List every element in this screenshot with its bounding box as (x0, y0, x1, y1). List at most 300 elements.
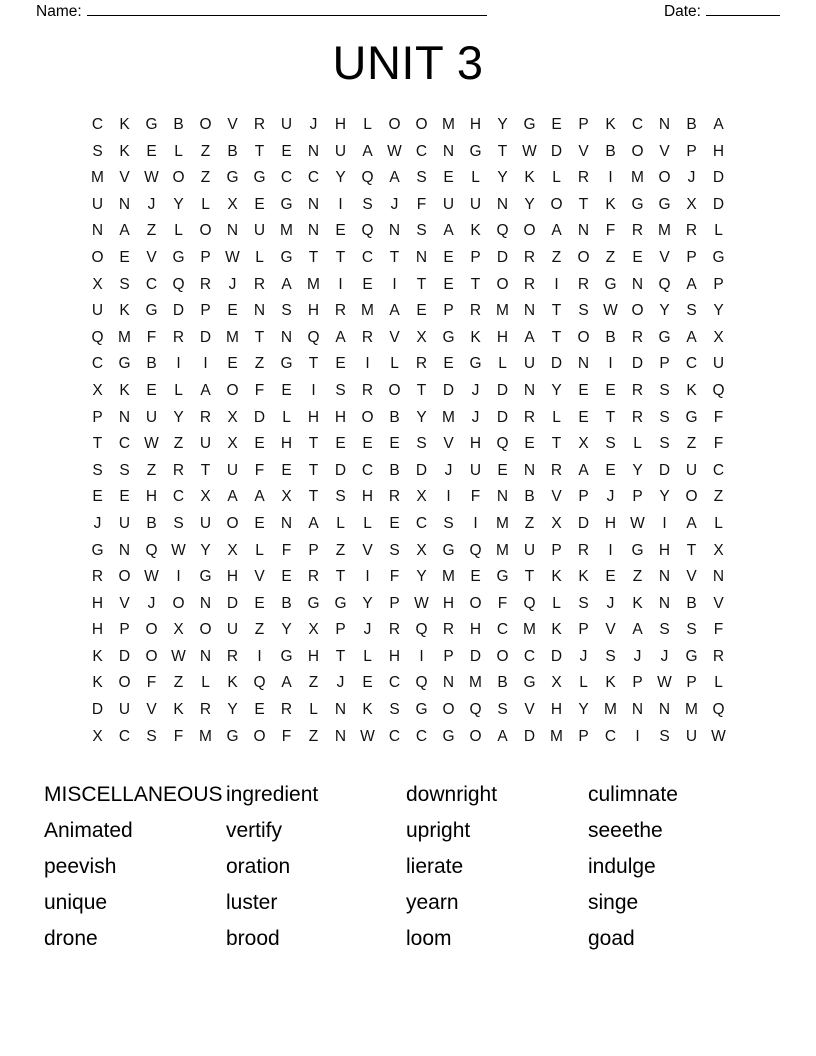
grid-cell[interactable]: G (415, 701, 428, 719)
grid-cell[interactable]: A (524, 328, 535, 346)
grid-cell[interactable]: I (311, 381, 316, 399)
grid-cell[interactable]: Z (200, 142, 211, 160)
grid-cell[interactable]: W (171, 647, 186, 665)
grid-cell[interactable]: U (712, 355, 725, 373)
grid-cell[interactable]: C (361, 461, 374, 479)
grid-cell[interactable]: E (605, 461, 616, 479)
grid-cell[interactable]: N (307, 222, 320, 240)
grid-cell[interactable]: X (200, 488, 211, 506)
grid-cell[interactable]: V (119, 169, 130, 187)
grid-cell[interactable]: Z (605, 248, 616, 266)
grid-cell[interactable]: M (496, 302, 509, 320)
grid-cell[interactable]: Z (713, 488, 724, 506)
grid-cell[interactable]: C (415, 727, 428, 745)
grid-cell[interactable]: X (416, 488, 427, 506)
grid-cell[interactable]: V (254, 568, 265, 586)
grid-cell[interactable]: Z (632, 568, 643, 586)
grid-cell[interactable]: R (577, 169, 590, 187)
grid-cell[interactable]: I (257, 647, 262, 665)
grid-cell[interactable]: P (443, 302, 454, 320)
grid-cell[interactable]: N (496, 488, 509, 506)
grid-cell[interactable]: M (442, 116, 455, 133)
grid-cell[interactable]: S (578, 302, 589, 320)
grid-cell[interactable]: G (685, 408, 698, 426)
grid-cell[interactable]: U (199, 514, 212, 532)
grid-cell[interactable]: V (146, 701, 157, 719)
grid-cell[interactable]: J (309, 116, 318, 133)
grid-cell[interactable]: F (713, 435, 724, 453)
grid-cell[interactable]: Y (281, 621, 292, 639)
grid-cell[interactable]: A (362, 142, 373, 160)
grid-cell[interactable]: R (361, 328, 374, 346)
grid-cell[interactable]: O (523, 222, 536, 240)
word-list-item[interactable]: goad (588, 927, 635, 950)
grid-cell[interactable]: W (630, 514, 645, 532)
grid-cell[interactable]: N (442, 142, 455, 160)
grid-cell[interactable]: E (605, 568, 616, 586)
grid-cell[interactable]: C (280, 169, 293, 187)
grid-cell[interactable]: K (119, 381, 130, 399)
grid-cell[interactable]: E (254, 701, 265, 719)
grid-cell[interactable]: N (631, 275, 644, 293)
grid-cell[interactable]: G (442, 328, 455, 346)
grid-cell[interactable]: M (199, 727, 212, 745)
grid-cell[interactable]: S (362, 195, 373, 213)
grid-cell[interactable]: O (226, 381, 239, 399)
grid-cell[interactable]: E (362, 435, 373, 453)
grid-cell[interactable]: U (226, 621, 239, 639)
grid-cell[interactable]: G (280, 195, 293, 213)
grid-cell[interactable]: E (335, 355, 346, 373)
grid-cell[interactable]: I (446, 488, 451, 506)
grid-cell[interactable]: R (253, 275, 266, 293)
grid-cell[interactable]: E (416, 302, 427, 320)
grid-cell[interactable]: Q (91, 328, 104, 346)
grid-cell[interactable]: H (307, 647, 320, 665)
grid-cell[interactable]: V (686, 568, 697, 586)
grid-cell[interactable]: Z (686, 435, 697, 453)
grid-cell[interactable]: S (659, 381, 670, 399)
grid-cell[interactable]: E (254, 514, 265, 532)
grid-cell[interactable]: N (658, 701, 671, 719)
grid-cell[interactable]: X (281, 488, 292, 506)
grid-cell[interactable]: M (442, 568, 455, 586)
grid-cell[interactable]: R (631, 381, 644, 399)
grid-cell[interactable]: G (91, 541, 104, 559)
grid-cell[interactable]: M (496, 541, 509, 559)
grid-cell[interactable]: T (686, 541, 697, 559)
grid-cell[interactable]: L (201, 195, 210, 213)
grid-cell[interactable]: D (550, 355, 563, 373)
grid-cell[interactable]: I (608, 169, 613, 187)
grid-cell[interactable]: G (658, 195, 671, 213)
grid-cell[interactable]: U (226, 461, 239, 479)
grid-cell[interactable]: W (522, 142, 537, 160)
grid-cell[interactable]: R (523, 408, 536, 426)
grid-cell[interactable]: E (119, 488, 130, 506)
grid-cell[interactable]: R (226, 647, 239, 665)
grid-cell[interactable]: V (389, 328, 400, 346)
word-list-item[interactable]: peevish (44, 855, 117, 878)
grid-cell[interactable]: N (658, 568, 671, 586)
grid-cell[interactable]: M (118, 328, 131, 346)
grid-cell[interactable]: R (685, 222, 698, 240)
grid-cell[interactable]: P (686, 248, 697, 266)
grid-cell[interactable]: D (550, 647, 563, 665)
grid-cell[interactable]: A (308, 514, 319, 532)
grid-cell[interactable]: D (226, 594, 239, 612)
grid-cell[interactable]: S (659, 435, 670, 453)
grid-cell[interactable]: T (200, 461, 211, 479)
grid-cell[interactable]: O (577, 328, 590, 346)
grid-cell[interactable]: D (469, 647, 482, 665)
grid-cell[interactable]: L (174, 222, 183, 240)
grid-cell[interactable]: E (227, 355, 238, 373)
grid-cell[interactable]: Q (712, 701, 725, 719)
grid-cell[interactable]: V (443, 435, 454, 453)
grid-cell[interactable]: S (146, 727, 157, 745)
grid-cell[interactable]: G (280, 647, 293, 665)
grid-cell[interactable]: C (496, 621, 509, 639)
grid-cell[interactable]: R (172, 328, 185, 346)
grid-cell[interactable]: R (469, 302, 482, 320)
grid-cell[interactable]: Y (335, 169, 346, 187)
grid-cell[interactable]: S (335, 381, 346, 399)
grid-cell[interactable]: L (174, 381, 183, 399)
grid-cell[interactable]: O (226, 514, 239, 532)
grid-cell[interactable]: N (307, 195, 320, 213)
grid-cell[interactable]: S (92, 142, 103, 160)
grid-cell[interactable]: E (578, 408, 589, 426)
grid-cell[interactable]: R (631, 408, 644, 426)
grid-cell[interactable]: U (469, 195, 482, 213)
grid-cell[interactable]: Q (712, 381, 725, 399)
grid-cell[interactable]: B (389, 461, 400, 479)
grid-cell[interactable]: N (523, 381, 536, 399)
grid-cell[interactable]: I (419, 647, 424, 665)
grid-cell[interactable]: P (578, 488, 589, 506)
grid-cell[interactable]: A (227, 488, 238, 506)
grid-cell[interactable]: N (199, 647, 212, 665)
grid-cell[interactable]: U (280, 116, 293, 133)
grid-cell[interactable]: D (118, 647, 131, 665)
grid-cell[interactable]: I (203, 355, 208, 373)
grid-cell[interactable]: L (363, 647, 372, 665)
grid-cell[interactable]: T (497, 142, 508, 160)
grid-cell[interactable]: Y (173, 195, 184, 213)
grid-cell[interactable]: C (631, 116, 644, 133)
grid-cell[interactable]: U (118, 701, 131, 719)
grid-cell[interactable]: B (281, 594, 292, 612)
grid-cell[interactable]: P (659, 355, 670, 373)
grid-cell[interactable]: U (685, 727, 698, 745)
grid-cell[interactable]: R (280, 701, 293, 719)
grid-cell[interactable]: P (578, 116, 589, 133)
grid-cell[interactable]: Z (146, 461, 157, 479)
grid-cell[interactable]: N (334, 701, 347, 719)
word-list-item[interactable]: brood (226, 927, 280, 950)
grid-cell[interactable]: O (685, 488, 698, 506)
word-list-item[interactable]: oration (226, 855, 291, 878)
grid-cell[interactable]: D (496, 408, 509, 426)
grid-cell[interactable]: M (442, 408, 455, 426)
grid-cell[interactable]: R (388, 488, 401, 506)
grid-cell[interactable]: W (711, 727, 726, 745)
grid-cell[interactable]: O (577, 248, 590, 266)
grid-cell[interactable]: E (227, 302, 238, 320)
grid-cell[interactable]: O (631, 142, 644, 160)
grid-cell[interactable]: Q (469, 701, 482, 719)
grid-cell[interactable]: G (280, 248, 293, 266)
grid-cell[interactable]: L (471, 169, 480, 187)
grid-cell[interactable]: T (308, 488, 319, 506)
grid-cell[interactable]: L (552, 169, 561, 187)
grid-cell[interactable]: D (334, 461, 347, 479)
grid-cell[interactable]: G (145, 116, 158, 133)
grid-cell[interactable]: T (551, 435, 562, 453)
grid-cell[interactable]: X (92, 275, 103, 293)
grid-cell[interactable]: I (608, 355, 613, 373)
grid-cell[interactable]: N (388, 222, 401, 240)
grid-cell[interactable]: A (497, 727, 508, 745)
grid-cell[interactable]: Y (227, 701, 238, 719)
grid-cell[interactable]: Z (524, 514, 535, 532)
word-list-item[interactable]: culimnate (588, 783, 678, 806)
grid-cell[interactable]: O (361, 408, 374, 426)
grid-cell[interactable]: H (280, 435, 293, 453)
grid-cell[interactable]: O (118, 674, 131, 692)
grid-cell[interactable]: R (334, 302, 347, 320)
grid-cell[interactable]: R (523, 275, 536, 293)
grid-cell[interactable]: N (631, 701, 644, 719)
grid-cell[interactable]: E (92, 488, 103, 506)
grid-cell[interactable]: G (631, 195, 644, 213)
grid-cell[interactable]: D (550, 142, 563, 160)
grid-cell[interactable]: J (633, 647, 642, 665)
grid-cell[interactable]: Y (713, 302, 724, 320)
grid-cell[interactable]: J (687, 169, 696, 187)
grid-cell[interactable]: D (415, 461, 428, 479)
grid-cell[interactable]: I (338, 195, 343, 213)
grid-cell[interactable]: G (145, 302, 158, 320)
grid-cell[interactable]: V (227, 116, 238, 133)
grid-cell[interactable]: T (308, 435, 319, 453)
grid-cell[interactable]: R (199, 275, 212, 293)
grid-cell[interactable]: V (605, 621, 616, 639)
grid-cell[interactable]: U (199, 435, 212, 453)
grid-cell[interactable]: Q (415, 674, 428, 692)
grid-cell[interactable]: E (389, 514, 400, 532)
grid-cell[interactable]: C (415, 514, 428, 532)
grid-cell[interactable]: H (469, 621, 482, 639)
grid-cell[interactable]: A (281, 275, 292, 293)
grid-cell[interactable]: D (199, 328, 212, 346)
grid-cell[interactable]: F (173, 727, 184, 745)
grid-cell[interactable]: M (361, 302, 374, 320)
grid-cell[interactable]: A (200, 381, 211, 399)
grid-cell[interactable]: Y (416, 568, 427, 586)
grid-cell[interactable]: E (281, 142, 292, 160)
grid-cell[interactable]: L (498, 355, 507, 373)
grid-cell[interactable]: K (470, 328, 481, 346)
grid-cell[interactable]: J (471, 408, 480, 426)
grid-cell[interactable]: J (444, 461, 453, 479)
grid-cell[interactable]: X (713, 328, 724, 346)
grid-cell[interactable]: A (254, 488, 265, 506)
grid-cell[interactable]: F (713, 408, 724, 426)
grid-cell[interactable]: O (172, 169, 185, 187)
grid-cell[interactable]: K (173, 701, 184, 719)
word-list-item[interactable]: singe (588, 891, 639, 914)
grid-cell[interactable]: G (469, 355, 482, 373)
grid-cell[interactable]: U (253, 222, 266, 240)
grid-cell[interactable]: R (550, 461, 563, 479)
grid-cell[interactable]: Y (497, 116, 508, 133)
grid-cell[interactable]: T (416, 275, 427, 293)
grid-cell[interactable]: N (415, 248, 428, 266)
grid-cell[interactable]: Y (200, 541, 211, 559)
grid-cell[interactable]: H (442, 594, 455, 612)
grid-cell[interactable]: O (199, 621, 212, 639)
grid-cell[interactable]: R (361, 381, 374, 399)
grid-cell[interactable]: N (307, 142, 320, 160)
grid-cell[interactable]: J (579, 647, 588, 665)
grid-cell[interactable]: O (388, 116, 401, 133)
grid-cell[interactable]: M (550, 727, 563, 745)
grid-cell[interactable]: N (226, 222, 239, 240)
grid-cell[interactable]: S (119, 275, 130, 293)
grid-cell[interactable]: Y (362, 594, 373, 612)
grid-cell[interactable]: O (631, 302, 644, 320)
grid-cell[interactable]: J (363, 621, 372, 639)
grid-cell[interactable]: S (605, 435, 616, 453)
grid-cell[interactable]: U (118, 514, 131, 532)
grid-cell[interactable]: E (497, 461, 508, 479)
grid-cell[interactable]: O (199, 222, 212, 240)
grid-cell[interactable]: X (578, 435, 589, 453)
grid-cell[interactable]: C (361, 248, 374, 266)
grid-cell[interactable]: E (254, 435, 265, 453)
grid-cell[interactable]: E (119, 248, 130, 266)
grid-cell[interactable]: Q (658, 275, 671, 293)
grid-cell[interactable]: L (390, 355, 399, 373)
grid-cell[interactable]: L (282, 408, 291, 426)
grid-cell[interactable]: E (389, 435, 400, 453)
grid-cell[interactable]: S (659, 727, 670, 745)
grid-cell[interactable]: S (389, 701, 400, 719)
grid-cell[interactable]: H (334, 116, 347, 133)
grid-cell[interactable]: G (118, 355, 131, 373)
grid-cell[interactable]: T (335, 248, 346, 266)
grid-cell[interactable]: Y (416, 408, 427, 426)
grid-cell[interactable]: E (632, 248, 643, 266)
grid-cell[interactable]: I (662, 514, 667, 532)
grid-cell[interactable]: X (227, 195, 238, 213)
grid-cell[interactable]: T (308, 248, 319, 266)
grid-cell[interactable]: A (335, 328, 346, 346)
grid-cell[interactable]: S (686, 621, 697, 639)
grid-cell[interactable]: R (523, 248, 536, 266)
grid-cell[interactable]: P (200, 248, 211, 266)
grid-cell[interactable]: N (118, 541, 131, 559)
grid-cell[interactable]: A (551, 222, 562, 240)
grid-cell[interactable]: K (92, 674, 103, 692)
grid-cell[interactable]: F (254, 461, 265, 479)
grid-cell[interactable]: T (551, 302, 562, 320)
grid-cell[interactable]: C (604, 727, 617, 745)
grid-cell[interactable]: P (713, 275, 724, 293)
grid-cell[interactable]: H (334, 408, 347, 426)
grid-cell[interactable]: B (686, 594, 697, 612)
grid-cell[interactable]: Q (361, 169, 374, 187)
grid-cell[interactable]: E (254, 594, 265, 612)
grid-cell[interactable]: K (92, 647, 103, 665)
grid-cell[interactable]: P (470, 248, 481, 266)
grid-cell[interactable]: D (442, 381, 455, 399)
grid-cell[interactable]: L (633, 435, 642, 453)
word-list-item[interactable]: unique (44, 891, 108, 914)
grid-cell[interactable]: C (145, 275, 158, 293)
grid-cell[interactable]: W (144, 169, 159, 187)
grid-cell[interactable]: Z (308, 674, 319, 692)
grid-cell[interactable]: O (496, 647, 509, 665)
grid-cell[interactable]: R (199, 701, 212, 719)
grid-cell[interactable]: N (658, 116, 671, 133)
grid-cell[interactable]: K (119, 116, 130, 133)
grid-cell[interactable]: G (523, 116, 536, 133)
grid-cell[interactable]: N (280, 514, 293, 532)
grid-cell[interactable]: H (226, 568, 239, 586)
grid-cell[interactable]: T (524, 568, 535, 586)
grid-cell[interactable]: S (443, 514, 454, 532)
grid-cell[interactable]: Y (578, 701, 589, 719)
grid-cell[interactable]: P (578, 621, 589, 639)
grid-cell[interactable]: Y (659, 302, 670, 320)
grid-cell[interactable]: F (713, 621, 724, 639)
grid-cell[interactable]: T (470, 275, 481, 293)
grid-cell[interactable]: R (631, 222, 644, 240)
grid-cell[interactable]: M (307, 275, 320, 293)
grid-cell[interactable]: F (416, 195, 427, 213)
grid-cell[interactable]: G (253, 169, 266, 187)
grid-cell[interactable]: S (335, 488, 346, 506)
grid-cell[interactable]: F (470, 488, 481, 506)
grid-cell[interactable]: N (280, 328, 293, 346)
grid-cell[interactable]: M (604, 701, 617, 719)
grid-cell[interactable]: S (416, 435, 427, 453)
grid-cell[interactable]: R (577, 541, 590, 559)
grid-cell[interactable]: E (254, 195, 265, 213)
grid-cell[interactable]: L (336, 514, 345, 532)
grid-cell[interactable]: I (554, 275, 559, 293)
grid-cell[interactable]: O (469, 594, 482, 612)
grid-cell[interactable]: J (336, 674, 345, 692)
grid-cell[interactable]: W (387, 142, 402, 160)
grid-cell[interactable]: T (389, 248, 400, 266)
grid-cell[interactable]: H (712, 142, 725, 160)
grid-cell[interactable]: Q (496, 222, 509, 240)
word-list-item[interactable]: Animated (44, 819, 133, 842)
grid-cell[interactable]: E (443, 275, 454, 293)
grid-cell[interactable]: O (388, 381, 401, 399)
grid-cell[interactable]: Z (254, 355, 265, 373)
grid-cell[interactable]: B (524, 488, 535, 506)
grid-cell[interactable]: M (226, 328, 239, 346)
grid-cell[interactable]: J (660, 647, 669, 665)
grid-cell[interactable]: U (469, 461, 482, 479)
grid-cell[interactable]: S (605, 647, 616, 665)
grid-cell[interactable]: A (686, 328, 697, 346)
